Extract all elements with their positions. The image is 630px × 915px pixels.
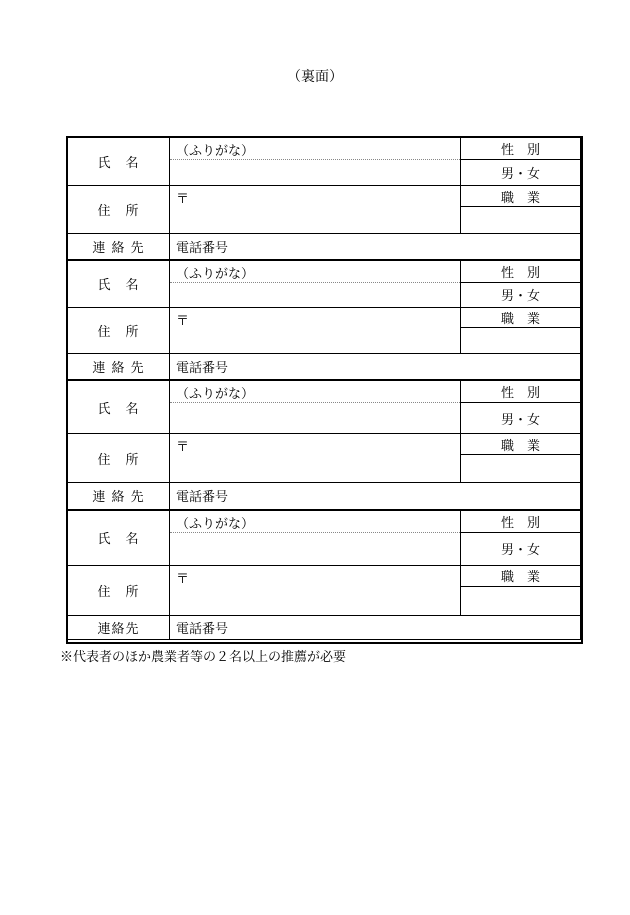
address-field[interactable] (170, 565, 461, 615)
contact-label: 連 絡 先 (68, 353, 170, 380)
furigana-label: （ふりがな） (176, 266, 255, 282)
phone-field[interactable] (170, 234, 581, 260)
furigana-field[interactable] (170, 260, 461, 283)
name-field[interactable] (170, 282, 461, 307)
name-label: 氏 名 (68, 510, 170, 566)
occupation-field[interactable] (461, 455, 581, 483)
phone-label: 電話番号 (176, 240, 229, 256)
occupation-label: 職 業 (461, 307, 581, 327)
occupation-field[interactable] (461, 586, 581, 615)
recommender-form-table (67, 137, 581, 640)
sex-label: 性 別 (461, 260, 581, 283)
sex-label: 性 別 (461, 380, 581, 403)
name-field[interactable] (170, 403, 461, 434)
postal-mark: 〒 (176, 313, 190, 329)
postal-mark: 〒 (176, 192, 190, 207)
occupation-label: 職 業 (461, 434, 581, 455)
entry-row (68, 483, 581, 510)
furigana-field[interactable] (170, 510, 461, 533)
occupation-label: 職 業 (461, 565, 581, 586)
address-label: 住 所 (68, 565, 170, 615)
entry-row (68, 186, 581, 207)
address-label: 住 所 (68, 186, 170, 234)
entry-row (68, 234, 581, 260)
entry-row (68, 138, 581, 160)
postal-mark: 〒 (176, 440, 190, 455)
address-field[interactable] (170, 307, 461, 353)
phone-label: 電話番号 (176, 621, 229, 637)
sex-options[interactable]: 男・女 (461, 160, 581, 186)
entry-row (68, 260, 581, 283)
name-label: 氏 名 (68, 260, 170, 308)
name-label: 氏 名 (68, 138, 170, 186)
postal-mark: 〒 (176, 571, 190, 587)
entry-row (68, 565, 581, 586)
furigana-label: （ふりがな） (176, 144, 255, 159)
name-field[interactable] (170, 532, 461, 565)
furigana-label: （ふりがな） (176, 387, 255, 402)
name-field[interactable] (170, 160, 461, 186)
address-label: 住 所 (68, 307, 170, 353)
entry-row (68, 353, 581, 380)
sex-options[interactable]: 男・女 (461, 403, 581, 434)
sex-options[interactable]: 男・女 (461, 282, 581, 307)
sex-options[interactable]: 男・女 (461, 532, 581, 565)
entry-row (68, 380, 581, 403)
sex-label: 性 別 (461, 138, 581, 160)
entry-row (68, 307, 581, 327)
occupation-label: 職 業 (461, 186, 581, 207)
entry-row (68, 615, 581, 639)
phone-field[interactable] (170, 353, 581, 380)
name-label: 氏 名 (68, 380, 170, 434)
contact-label: 連 絡 先 (68, 234, 170, 260)
page-title: （裏面） (287, 69, 343, 85)
furigana-label: （ふりがな） (176, 516, 255, 532)
occupation-field[interactable] (461, 207, 581, 234)
entry-row (68, 434, 581, 455)
address-label: 住 所 (68, 434, 170, 483)
phone-label: 電話番号 (176, 490, 229, 506)
furigana-field[interactable] (170, 380, 461, 403)
phone-field[interactable] (170, 483, 581, 510)
phone-label: 電話番号 (176, 360, 229, 376)
contact-label: 連 絡 先 (68, 483, 170, 510)
furigana-field[interactable] (170, 138, 461, 160)
contact-label: 連絡先 (68, 615, 170, 639)
address-field[interactable] (170, 434, 461, 483)
phone-field[interactable] (170, 615, 581, 639)
occupation-field[interactable] (461, 327, 581, 353)
address-field[interactable] (170, 186, 461, 234)
entry-row (68, 510, 581, 533)
footnote: ※代表者のほか農業者等の２名以上の推薦が必要 (60, 650, 347, 665)
sex-label: 性 別 (461, 510, 581, 533)
